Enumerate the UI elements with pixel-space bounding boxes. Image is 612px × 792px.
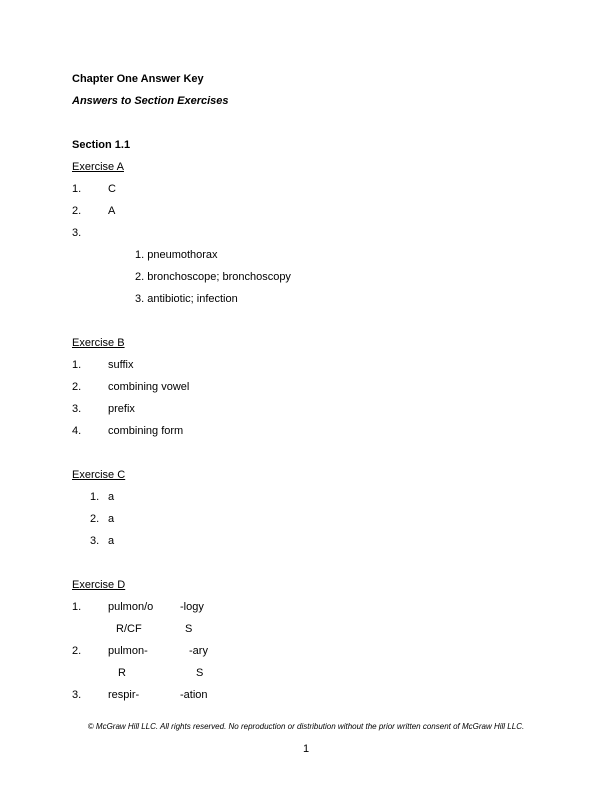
list-item-answer: a [108,491,115,503]
list-item-answer: prefix [108,403,135,415]
list-item-answer: A [108,205,116,217]
section-title: Section 1.1 [72,139,131,151]
chapter-subtitle: Answers to Section Exercises [72,95,229,107]
exercise-c-heading: Exercise C [72,469,126,481]
exercise-d-heading: Exercise D [72,579,126,591]
list-item-number: 3. [72,227,82,239]
list-item-number: 2. [72,381,82,393]
sub-item-answer: 1. pneumothorax [135,249,218,261]
exercise-b-heading: Exercise B [72,337,125,349]
list-item-number: 3. [72,689,82,701]
word-part-label: S [185,623,193,635]
word-part: pulmon/o [108,601,154,613]
list-item-number: 2. [72,645,82,657]
list-item-answer: a [108,513,115,525]
chapter-title: Chapter One Answer Key [72,73,204,85]
word-part: respir- [108,689,140,701]
sub-item-answer: 2. bronchoscope; bronchoscopy [135,271,291,283]
list-item-answer: C [108,183,116,195]
list-item-number: 2. [90,513,100,525]
word-part: -ation [180,689,208,701]
exercise-a-heading: Exercise A [72,161,124,173]
list-item-number: 1. [90,491,100,503]
word-part: -ary [189,645,208,657]
list-item-answer: a [108,535,115,547]
list-item-answer: suffix [108,359,134,371]
word-part: -logy [180,601,204,613]
list-item-number: 1. [72,183,82,195]
word-part-label: R [118,667,126,679]
word-part-label: S [196,667,204,679]
page-number: 1 [302,743,310,755]
list-item-answer: combining form [108,425,184,437]
list-item-number: 4. [72,425,82,437]
list-item-number: 1. [72,359,82,371]
list-item-number: 3. [90,535,100,547]
sub-item-answer: 3. antibiotic; infection [135,293,238,305]
list-item-number: 3. [72,403,82,415]
word-part-label: R/CF [116,623,142,635]
list-item-answer: combining vowel [108,381,190,393]
word-part: pulmon- [108,645,148,657]
copyright-footer: © McGraw Hill LLC. All rights reserved. No reproduction or distribution without the prior written consent of McGraw Hill LLC. [87,722,525,731]
list-item-number: 2. [72,205,82,217]
list-item-number: 1. [72,601,82,613]
